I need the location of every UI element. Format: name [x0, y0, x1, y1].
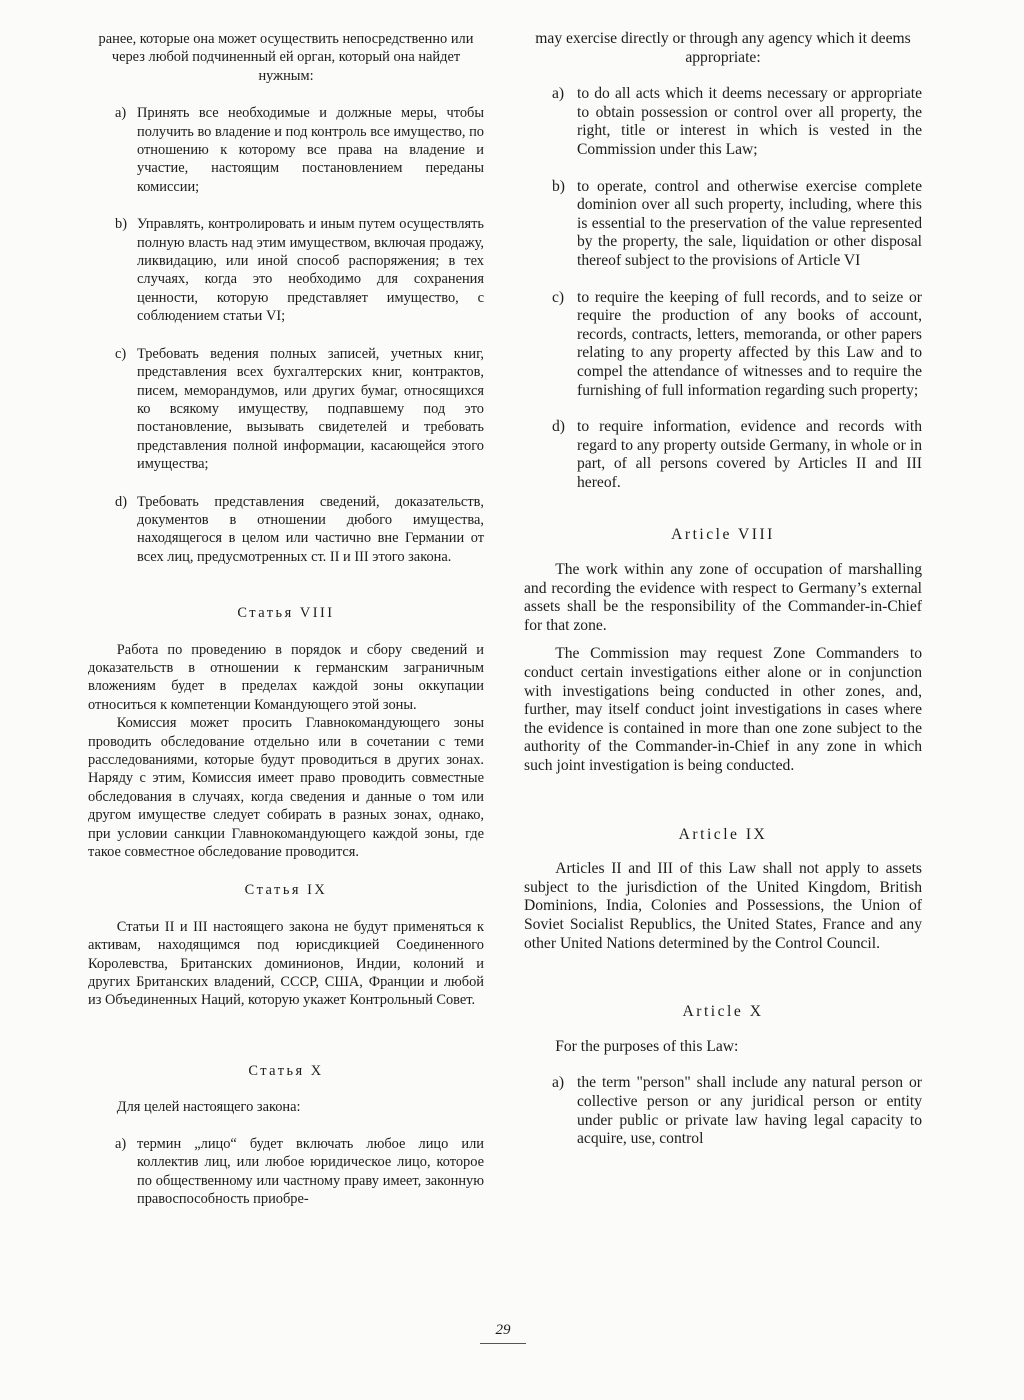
en-article9-heading: Article IX [678, 825, 768, 843]
en-intro: may exercise directly or through any agency which it deems appropriate: [535, 30, 911, 66]
ru-article10-item-a: a) термин „лицо“ будет включать любое лицо или коллектив лиц, или любое юридическое лицо, которое по общественному или частному праву имеет, законную правоспособность приобре- [115, 1135, 484, 1207]
en-article8-paragraph-1: The work within any zone of occupation of marshalling and recording the evidence with respect to Germany’s external assets shall be the responsibility of the Commander-in-Chief for that zone. [524, 561, 922, 634]
en-article10-heading: Article X [682, 1003, 764, 1021]
en-item-b: b) to operate, control and otherwise exercise complete dominion over all such property, including, where this is essential to the preservation of the value represented by the property, the sale, liquidation or other disposal thereof subject to the provisions of Article VI [552, 177, 922, 269]
en-article8-paragraph-2: The Commission may request Zone Commanders to conduct certain investigations either alone or in conjunction with investigations being conducted in other zones, and, further, may itself conduct joint investigations in cases where the evidence is contained in more than one zone subject to the authority of the Commander-in-Chief in any zone in which such joint investigation is being conducted. [524, 645, 922, 774]
ru-article8-paragraph-2: Комиссия может просить Главнокомандующего зоны проводить обследование отдельно или в сочетании с теми расследованиями, которые будут проводиться в других зонах. Наряду с этим, Комиссия имеет право проводить совместные обследования в случаях, когда сведения и данные о том или другом имуществе следует собирать в разных зонах, однако, при условии санкции Главнокомандующего каждой зоны, где такое совместное обследование проводится. [88, 715, 484, 861]
en-article10-intro: For the purposes of this Law: [555, 1037, 739, 1055]
russian-column [88, 30, 484, 1208]
en-article10-item-a: a) the term "person" shall include any natural person or collective person or any juridical person or entity under public or private law having legal capacity to acquire, use, control [552, 1074, 922, 1148]
ru-article10-intro: Для целей настоящего закона: [116, 1099, 301, 1116]
en-item-d: d) to require information, evidence and records with regard to any property outside Germany, in whole or in part, of all persons covered by Articles II and III hereof. [552, 418, 922, 491]
english-column [524, 30, 922, 1149]
en-item-a: a) to do all acts which it deems necessary or appropriate to obtain possession or control over all property, the right, title or interest in which is vested in the Commission under this Law; [552, 85, 922, 158]
en-article9-paragraph: Articles II and III of this Law shall not apply to assets subject to the jurisdiction of the United Kingdom, British Dominions, India, Colonies and Possessions, the Union of Soviet Socialist Republics, the United States, France and any other United Nations determined by the Control Council. [524, 860, 922, 952]
ru-item-b: b) Управлять, контролировать и иным путем осуществлять полную власть над этим имуществом, включая продажу, ликвидацию, или иной способ распоряжения; в тех случаях, когда это необходимо для сохранения ценности, которую представляет имущество, с соблюдением статьи VI; [115, 216, 484, 325]
ru-item-c: c) Требовать ведения полных записей, учетных книг, представления всех бухгалтерских книг, контрактов, писем, меморандумов, или других бумаг, относящихся ко всякому имуществу, подпавшему под это постановление, вызывать свидетелей и требовать представления полной информации, касающейся этого имущества; [115, 345, 484, 473]
page-number: 29 [480, 1322, 526, 1344]
ru-article8-heading: Статья VIII [237, 605, 335, 622]
ru-article8-paragraph-1: Работа по проведению в порядок и сбору сведений и доказательств в отношении к германским заграничным вложениям будет в пределах каждой зоны оккупации относиться к компетенции Командующего этой зоны. [88, 641, 484, 713]
ru-item-d: d) Требовать представления сведений, доказательств, документов в отношении дюбого имущества, находящегося в целом или частично вне Германии от всех лиц, предусмотренных ст. II и III этого закона. [115, 493, 484, 565]
ru-article9-heading: Статья IX [244, 882, 328, 899]
en-item-c: c) to require the keeping of full records, and to seize or require the production of any books of account, records, contracts, letters, memoranda, or other papers relating to any property affected by this Law and to compel the attendance of witnesses and to require the furnishing of full information regarding such property; [552, 288, 922, 399]
ru-article10-heading: Статья X [248, 1062, 324, 1079]
ru-intro: ранее, которые она может осуществить непосредственно или через любой подчиненный ей орган, который она найдет нужным: [98, 31, 474, 84]
ru-article9-paragraph: Статьи II и III настоящего закона не будут применяться к активам, находящимся под юрисдикцией Соединенного Королевства, Британских доминионов, Индии, колоний и других Британских владений, СССР, США, Франции и любой из Объединенных Наций, которую укажет Контрольный Совет. [88, 918, 484, 1009]
ru-item-a: a) Принять все необходимые и должные меры, чтобы получить во владение и под контроль все имущество, по отношению к которому все права на владение и участие, настоящим постановлением переданы комиссии; [115, 105, 484, 195]
en-article8-heading: Article VIII [671, 526, 775, 544]
